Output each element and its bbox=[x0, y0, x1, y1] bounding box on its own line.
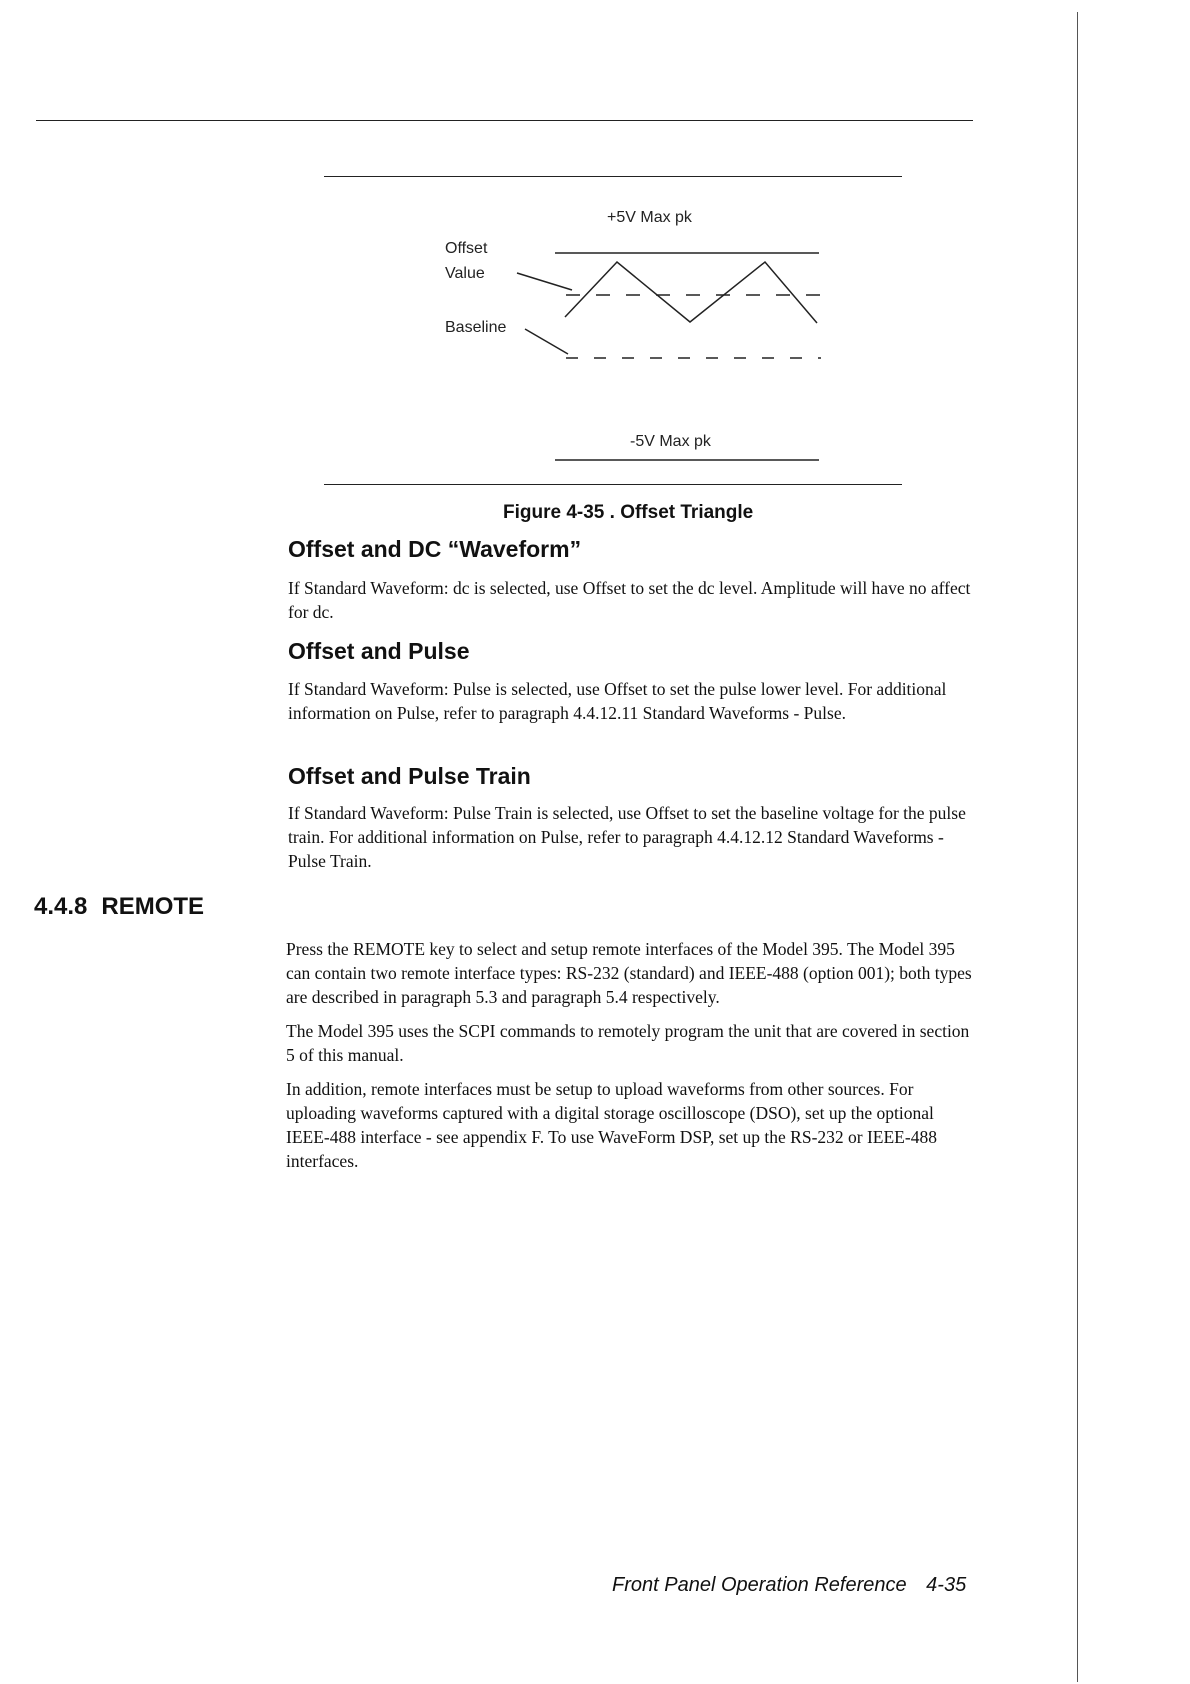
subsection-heading-pulse-train: Offset and Pulse Train bbox=[288, 763, 531, 789]
subsection-text-dc: If Standard Waveform: dc is selected, use Offset to set the dc level. Amplitude will have no affect for dc. bbox=[288, 578, 971, 622]
section-title: REMOTE bbox=[101, 893, 205, 920]
offset-pointer-arrow bbox=[517, 273, 572, 290]
section-paragraph-1: Press the REMOTE key to select and setup remote interfaces of the Model 395. The Model 395 can contain two remote interface types: RS-232 (standard) and IEEE-488 (option 001); both types are described in paragraph 5.3 and paragraph 5.4 respectively. bbox=[286, 939, 972, 1007]
subsection-text-pulse-train: If Standard Waveform: Pulse Train is selected, use Offset to set the baseline voltage for the pulse train. For additional information on Pulse, refer to paragraph 4.4.12.12 Standard Waveforms - Pulse Train. bbox=[288, 803, 966, 871]
figure-baseline-label: Baseline bbox=[445, 319, 507, 336]
figure-offset-label-line2: Value bbox=[445, 265, 485, 282]
subsection-heading-dc: Offset and DC “Waveform” bbox=[288, 536, 582, 562]
subsection-text-pulse: If Standard Waveform: Pulse is selected, use Offset to set the pulse lower level. For additional information on Pulse, refer to paragraph 4.4.12.11 Standard Waveforms - Pulse. bbox=[288, 679, 947, 723]
baseline-pointer-arrow bbox=[525, 329, 568, 354]
figure-bottom-rule bbox=[324, 484, 902, 485]
subsection-heading-pulse: Offset and Pulse bbox=[288, 638, 470, 664]
figure-top-label: +5V Max pk bbox=[607, 209, 692, 226]
figure-bottom-label: -5V Max pk bbox=[630, 433, 711, 450]
section-heading bbox=[34, 893, 204, 921]
footer-title: Front Panel Operation Reference bbox=[612, 1574, 907, 1596]
figure-caption: Figure 4-35 . Offset Triangle bbox=[503, 502, 754, 523]
section-number: 4.4.8 bbox=[34, 893, 88, 920]
section-paragraph-3: In addition, remote interfaces must be setup to upload waveforms from other sources. For uploading waveforms captured with a digital storage oscilloscope (DSO), set up the optional IEEE-488 interface - see appendix F. To use WaveForm DSP, set up the RS-232 or IEEE-488 interfaces. bbox=[286, 1079, 937, 1171]
section-paragraph-2: The Model 395 uses the SCPI commands to remotely program the unit that are covered in section 5 of this manual. bbox=[286, 1021, 970, 1065]
figure-offset-label-line1: Offset bbox=[445, 240, 488, 257]
triangle-waveform bbox=[565, 262, 817, 323]
footer-page-number: 4-35 bbox=[926, 1574, 967, 1596]
page-footer bbox=[612, 1574, 966, 1597]
figure-waveform-diagram bbox=[0, 0, 1190, 520]
